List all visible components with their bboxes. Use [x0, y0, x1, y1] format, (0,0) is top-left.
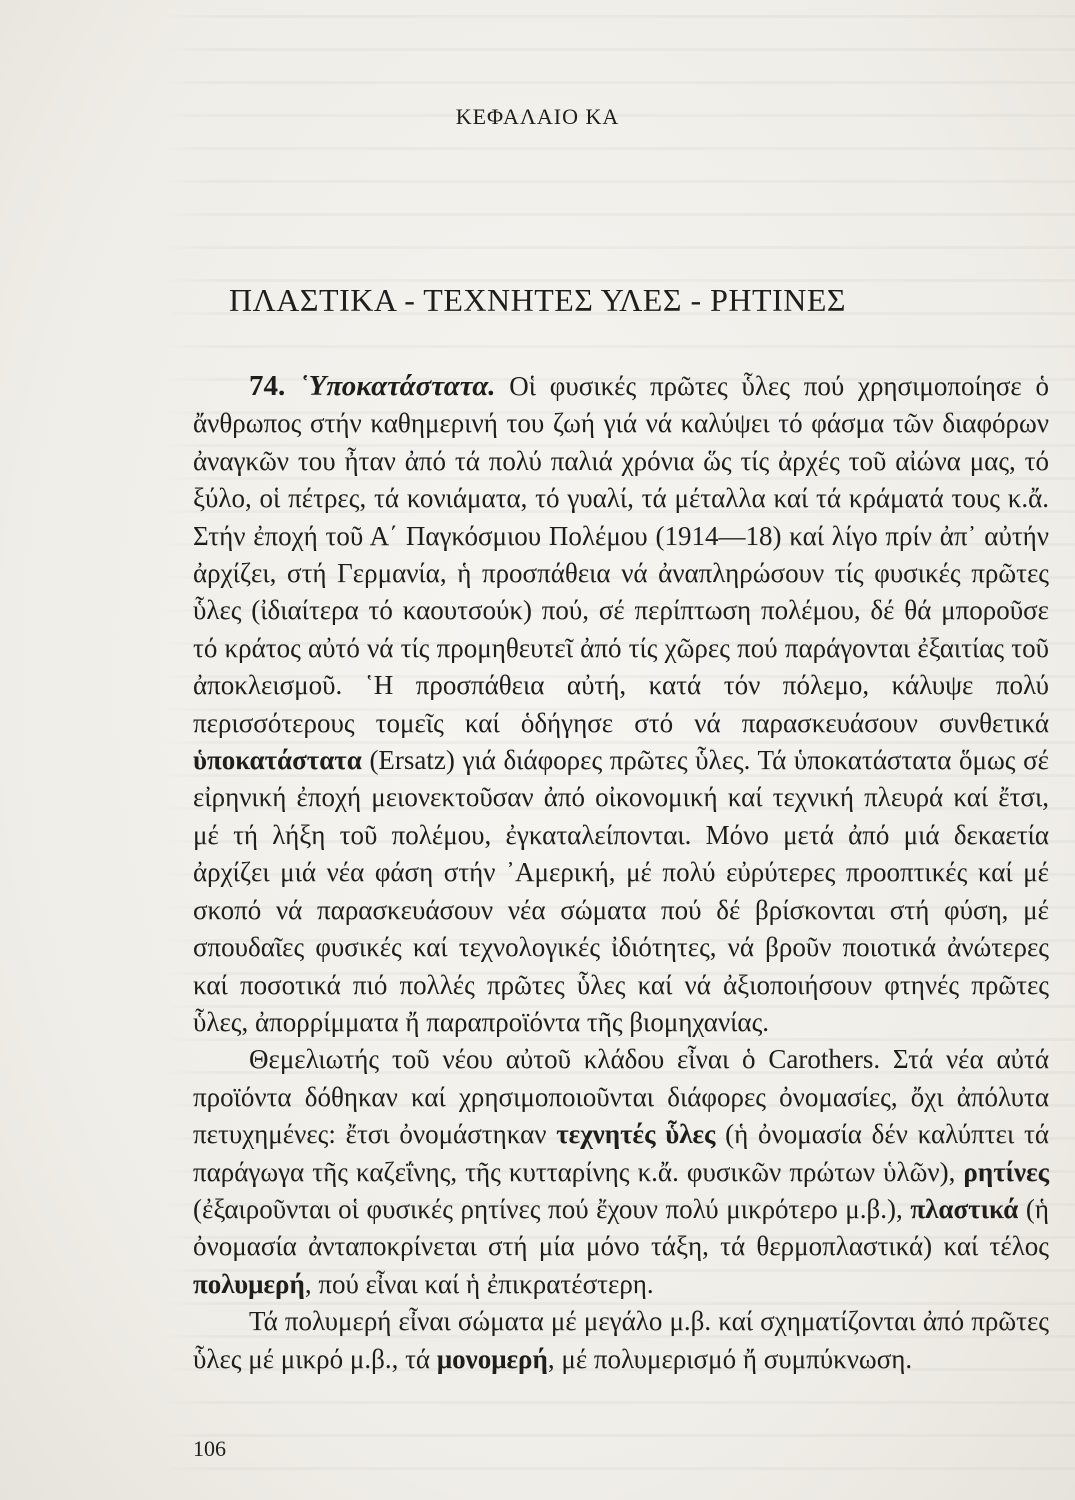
chapter-heading: ΚΕΦΑΛΑΙΟ ΚΑ: [455, 104, 620, 129]
paragraph-2-text-b: (ἡ ὀνομασία δέν καλύπτει τά παράγωγα τῆς καζεΐνης, τῆς κυτταρίνης κ.ἄ. φυσικῶν πρώτων ὑλῶν),: [193, 1119, 1049, 1187]
paragraph-3-text-b: , μέ πολυμερισμό ἤ συμπύκνωση.: [547, 1343, 913, 1374]
page-number: 106: [193, 1436, 226, 1461]
paragraph-2-text-a: Θεμελιωτής τοῦ νέου αὐτοῦ κλάδου εἶναι ὁ Carothers. Στά νέα αὐτά προϊόντα δόθηκαν καί χρησιμοποιοῦνται διάφορες ὀνομασίες, ὄχι ἀπόλυτα πετυχημένες: ἔτσι ὀνομάστηκαν: [193, 1044, 1049, 1150]
paragraph-2-text-e: , πού εἶναι καί ἡ ἐπικρατέστερη.: [304, 1268, 654, 1299]
paragraph-2: [193, 1041, 1049, 1303]
term-plastika: πλαστικά: [910, 1193, 1019, 1224]
paragraph-2-text-c: (ἐξαιροῦνται οἱ φυσικές ρητίνες πού ἔχουν πολύ μικρότερο μ.β.),: [193, 1193, 911, 1224]
section-heading: ῾Υποκατάστατα.: [299, 370, 496, 402]
paragraph-3: [193, 1303, 1049, 1378]
paragraph-1-text-b: (Ersatz) γιά διάφορες πρῶτες ὗλες. Τά ὑποκατάστατα ὅμως σέ εἰρηνική ἐποχή μειονεκτοῦσαν ἀπό οἰκονομική καί τεχνική πλευρά καί ἔτσι, μέ τή λήξη τοῦ πολέμου, ἐγκαταλείπονται. Μόνο μετά ἀπό μιά δεκαετία ἀρχίζει μιά νέα φάση στήν ᾽Αμερική, μέ πολύ εὐρύτερες προοπτικές καί μέ σκοπό νά παρασκευάσουν νέα σώματα πού δέ βρίσκονται στή φύση, μέ σπουδαῖες φυσικές καί τεχνολογικές ἰδιότητες, νά βροῦν ποιοτικά ἀνώτερες καί ποσοτικά πιό πολλές πρῶτες ὗλες καί νά ἀξιοποιήσουν φτηνές πρῶτες ὗλες, ἀπορρίμματα ἤ παραπροϊόντα τῆς βιομηχανίας.: [193, 745, 1049, 1037]
chapter-title: ΠΛΑΣΤΙΚΑ - ΤΕΧΝΗΤΕΣ ΥΛΕΣ - ΡΗΤΙΝΕΣ: [228, 282, 846, 318]
term-polymeri: πολυμερή: [193, 1268, 305, 1299]
paragraph-3-text-a: Τά πολυμερή εἶναι σώματα μέ μεγάλο μ.β. καί σχηματίζονται ἀπό πρῶτες ὗλες μέ μικρό μ.β., τά: [193, 1306, 1049, 1374]
section-number: 74.: [249, 370, 286, 402]
paragraph-1-text-a: Οἱ φυσικές πρῶτες ὗλες πού χρησιμοποίησε ὁ ἄνθρωπος στήν καθημερινή του ζωή γιά νά καλύψει τό φάσμα τῶν διαφόρων ἀναγκῶν του ἦταν ἀπό τά πολύ παλιά χρόνια ὥς τίς ἀρχές τοῦ αἰώνα μας, τό ξύλο, οἱ πέτρες, τά κονιάματα, τό γυαλί, τά μέταλλα καί τά κράματά τους κ.ἄ. Στήν ἐποχή τοῦ Α΄ Παγκόσμιου Πολέμου (1914—18) καί λίγο πρίν ἀπ᾽ αὐτήν ἀρχίζει, στή Γερμανία, ἡ προσπάθεια νά ἀναπληρώσουν τίς φυσικές πρῶτες ὗλες (ἰδιαίτερα τό καουτσούκ) πού, σέ περίπτωση πολέμου, δέ θά μποροῦσε τό κράτος αὐτό νά τίς προμηθευτεῖ ἀπό τίς χῶρες πού παράγονται ἐξαιτίας τοῦ ἀποκλεισμοῦ. ῾Η προσπάθεια αὐτή, κατά τόν πόλεμο, κάλυψε πολύ περισσότερους τομεῖς καί ὁδήγησε στό νά παρασκευάσουν συνθετικά: [193, 371, 1049, 738]
term-monomeri: μονομερή: [436, 1343, 548, 1374]
term-ypokatastata: ὑποκατάστατα: [193, 745, 362, 776]
paragraph-1: [193, 368, 1049, 1041]
body-text: [193, 368, 1049, 1378]
term-ritines: ρητίνες: [963, 1156, 1049, 1187]
term-technites-yles: τεχνητές ὗλες: [556, 1119, 716, 1150]
paragraph-2-text-d: (ἡ ὀνομασία ἀνταποκρίνεται στή μία μόνο τάξη, τά θερμοπλαστικά) καί τέλος: [193, 1193, 1049, 1262]
